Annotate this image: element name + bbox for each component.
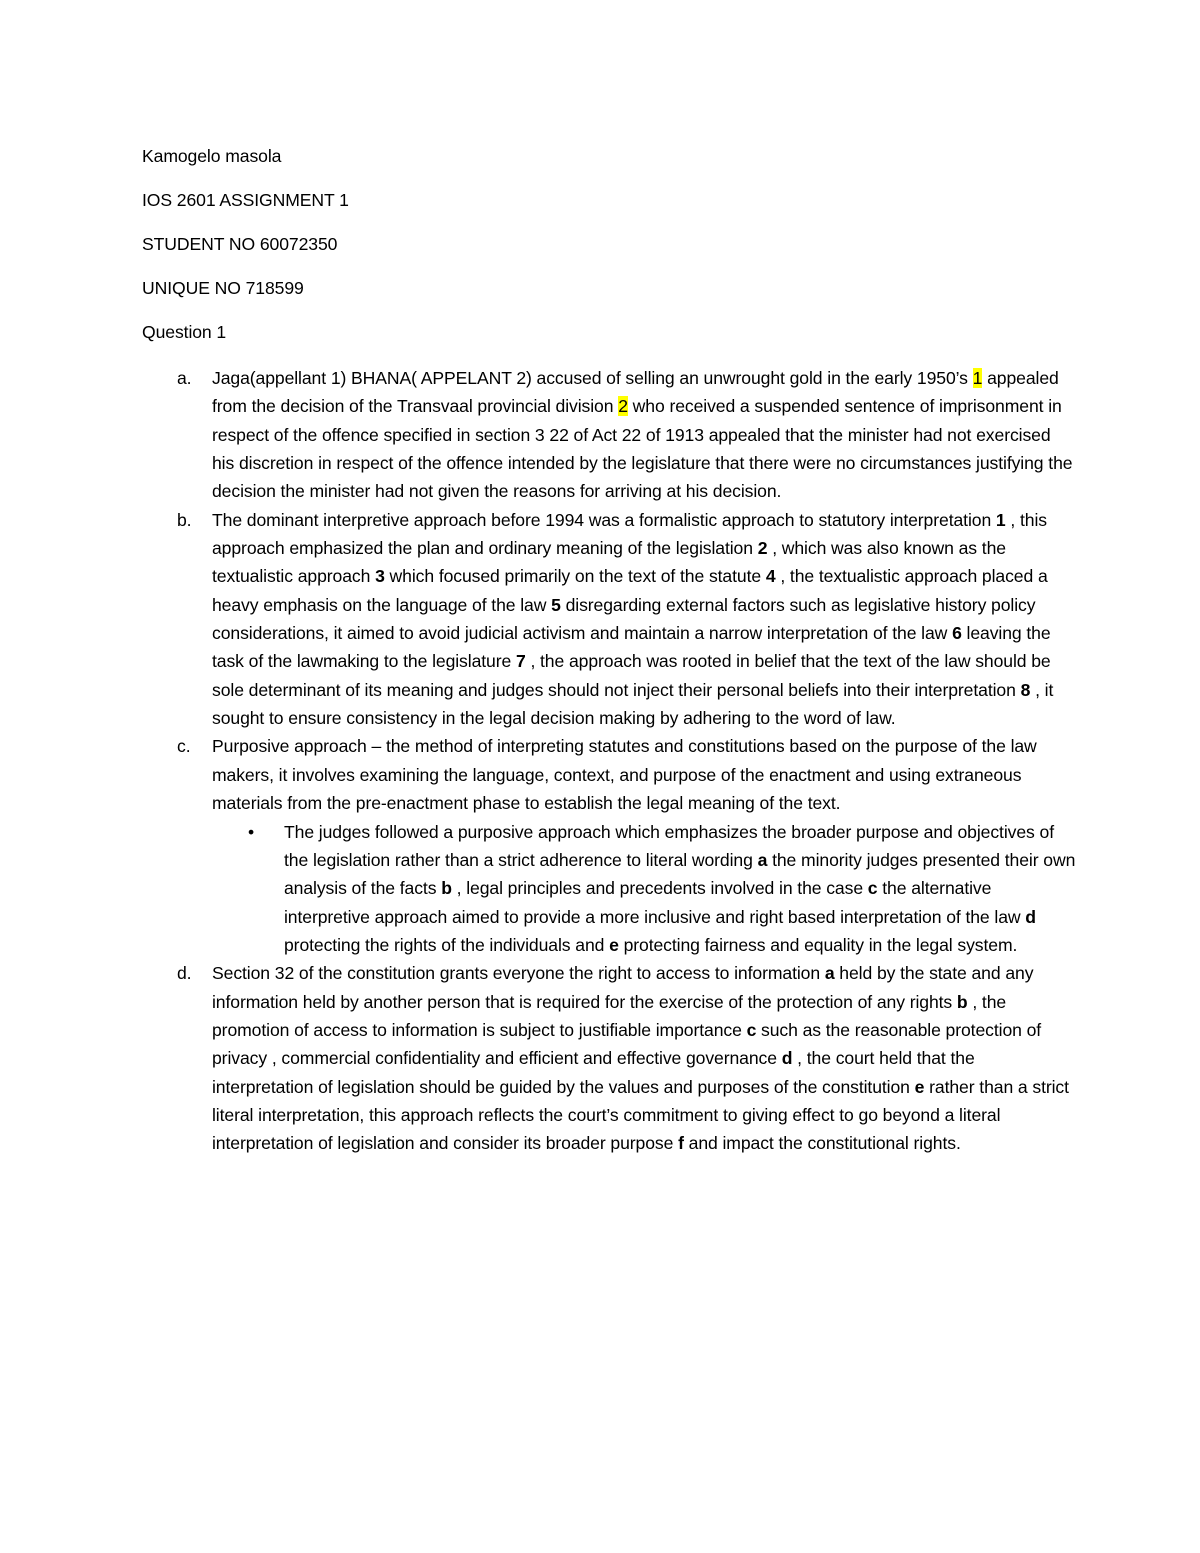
bold-text: f bbox=[678, 1133, 684, 1154]
bold-text: b bbox=[956, 991, 968, 1012]
answer-item-d bbox=[142, 959, 1077, 1157]
text-segment: leaving the task of the lawmaking to the legislature bbox=[212, 623, 1051, 672]
bold-text: 4 bbox=[765, 566, 776, 587]
assignment-title: IOS 2601 ASSIGNMENT 1 bbox=[142, 190, 349, 210]
bold-text: a bbox=[757, 849, 768, 870]
text-segment: held by the state and any information held by another person that is required for the exercise of the protection of any rights bbox=[212, 963, 1034, 1012]
answer-item-b bbox=[142, 506, 1077, 733]
text-segment: which focused primarily on the text of the statute bbox=[384, 566, 766, 587]
text-segment: such as the reasonable protection of privacy , commercial confidentiality and efficient and effective governance bbox=[212, 1019, 1042, 1069]
answer-marker: d. bbox=[177, 963, 192, 984]
student-number: STUDENT NO 60072350 bbox=[142, 234, 338, 254]
answer-text bbox=[212, 732, 1077, 817]
bold-text: b bbox=[441, 878, 452, 899]
bold-text: c bbox=[746, 1019, 757, 1040]
text-segment: , legal principles and precedents involved in the case bbox=[451, 878, 868, 899]
answer-text bbox=[212, 959, 1077, 1157]
unique-number: UNIQUE NO 718599 bbox=[142, 278, 304, 298]
bold-text: 2 bbox=[757, 538, 768, 559]
text-segment: , which was also known as the textualistic approach bbox=[212, 538, 1006, 587]
bold-text: 1 bbox=[995, 509, 1006, 530]
bold-text: 8 bbox=[1020, 679, 1031, 700]
author-name: Kamogelo masola bbox=[142, 146, 282, 166]
bullet-item bbox=[212, 818, 1077, 960]
question-heading: Question 1 bbox=[142, 322, 227, 342]
text-segment: and impact the constitutional rights. bbox=[683, 1133, 961, 1154]
bold-text: a bbox=[824, 963, 835, 984]
answer-marker: a. bbox=[177, 368, 192, 388]
bold-text: 7 bbox=[515, 651, 526, 672]
bullet-dot: • bbox=[248, 821, 255, 842]
text-segment: disregarding external factors such as legislative history policy considerations, it aimed to avoid judicial activism and maintain a narrow interpretation of the law bbox=[212, 594, 1036, 644]
text-segment: who received a suspended sentence of imprisonment in respect of the offence specified in section 3 22 of Act 22 of 1913 appealed that the minister had not exercised his discretion in respect of the offence intended by the legislature that there were no circumstances justifying the decision the minister had not given the reasons for arriving at his decision. bbox=[212, 396, 1073, 502]
bullet-text bbox=[284, 818, 1077, 960]
text-segment: protecting fairness and equality in the legal system. bbox=[618, 934, 1018, 955]
text-segment: , the textualistic approach placed a heavy emphasis on the language of the law bbox=[212, 566, 1048, 615]
text-segment: Section 32 of the constitution grants everyone the right to access to information bbox=[212, 963, 825, 984]
text-segment: appealed from the decision of the Transvaal provincial division bbox=[212, 368, 1059, 417]
answer-item-c bbox=[142, 732, 1077, 959]
text-segment: The judges followed a purposive approach which emphasizes the broader purpose and objectives of the legislation rather than a strict adherence to literal wording bbox=[284, 821, 1054, 870]
text-segment: , the approach was rooted in belief that the text of the law should be sole determinant of its meaning and judges should not inject their personal beliefs into their interpretation bbox=[212, 651, 1051, 700]
bold-text: e bbox=[914, 1076, 925, 1097]
text-segment: the alternative interpretive approach aimed to provide a more inclusive and right based interpretation of the law bbox=[284, 878, 1026, 927]
text-segment: The dominant interpretive approach before 1994 was a formalistic approach to statutory interpretation bbox=[212, 509, 996, 530]
answer-text bbox=[212, 506, 1077, 733]
bold-text: d bbox=[1025, 906, 1036, 927]
text-segment: , the court held that the interpretation of legislation should be guided by the values and purposes of the constitution bbox=[212, 1048, 975, 1097]
answer-marker: b. bbox=[177, 509, 192, 530]
answer-item-a bbox=[142, 364, 1077, 506]
bold-text: e bbox=[609, 934, 619, 955]
text-segment: rather than a strict literal interpretation, this approach reflects the court’s commitment to giving effect to go beyond a literal interpretation of legislation and consider its broader purpose bbox=[212, 1076, 1069, 1154]
text-segment: protecting the rights of the individuals and bbox=[284, 934, 610, 955]
bold-text: 6 bbox=[952, 623, 962, 644]
text-segment: Purposive approach – the method of interpreting statutes and constitutions based on the purpose of the law makers, it involves examining the language, context, and purpose of the enactment and using extraneous materials from the pre-enactment phase to establish the legal meaning of the text. bbox=[212, 736, 1037, 814]
text-segment: Jaga(appellant 1) BHANA( APPELANT 2) accused of selling an unwrought gold in the early 1950’s bbox=[212, 368, 973, 388]
text-segment: , this approach emphasized the plan and ordinary meaning of the legislation bbox=[212, 509, 1047, 559]
answer-list bbox=[142, 364, 1077, 1158]
text-segment: , it sought to ensure consistency in the legal decision making by adhering to the word of law. bbox=[212, 679, 1054, 729]
bold-text: c bbox=[867, 878, 878, 899]
text-segment: , the promotion of access to information is subject to justifiable importance bbox=[212, 991, 1007, 1040]
bold-text: 5 bbox=[551, 594, 561, 615]
highlighted-text: 2 bbox=[618, 396, 628, 417]
bold-text: 3 bbox=[375, 566, 385, 587]
bullet-list bbox=[212, 818, 1077, 960]
bold-text: d bbox=[781, 1048, 793, 1069]
highlighted-text: 1 bbox=[972, 368, 983, 388]
text-segment: the minority judges presented their own analysis of the facts bbox=[284, 849, 1076, 899]
answer-text bbox=[212, 364, 1077, 506]
answer-marker: c. bbox=[177, 736, 191, 757]
